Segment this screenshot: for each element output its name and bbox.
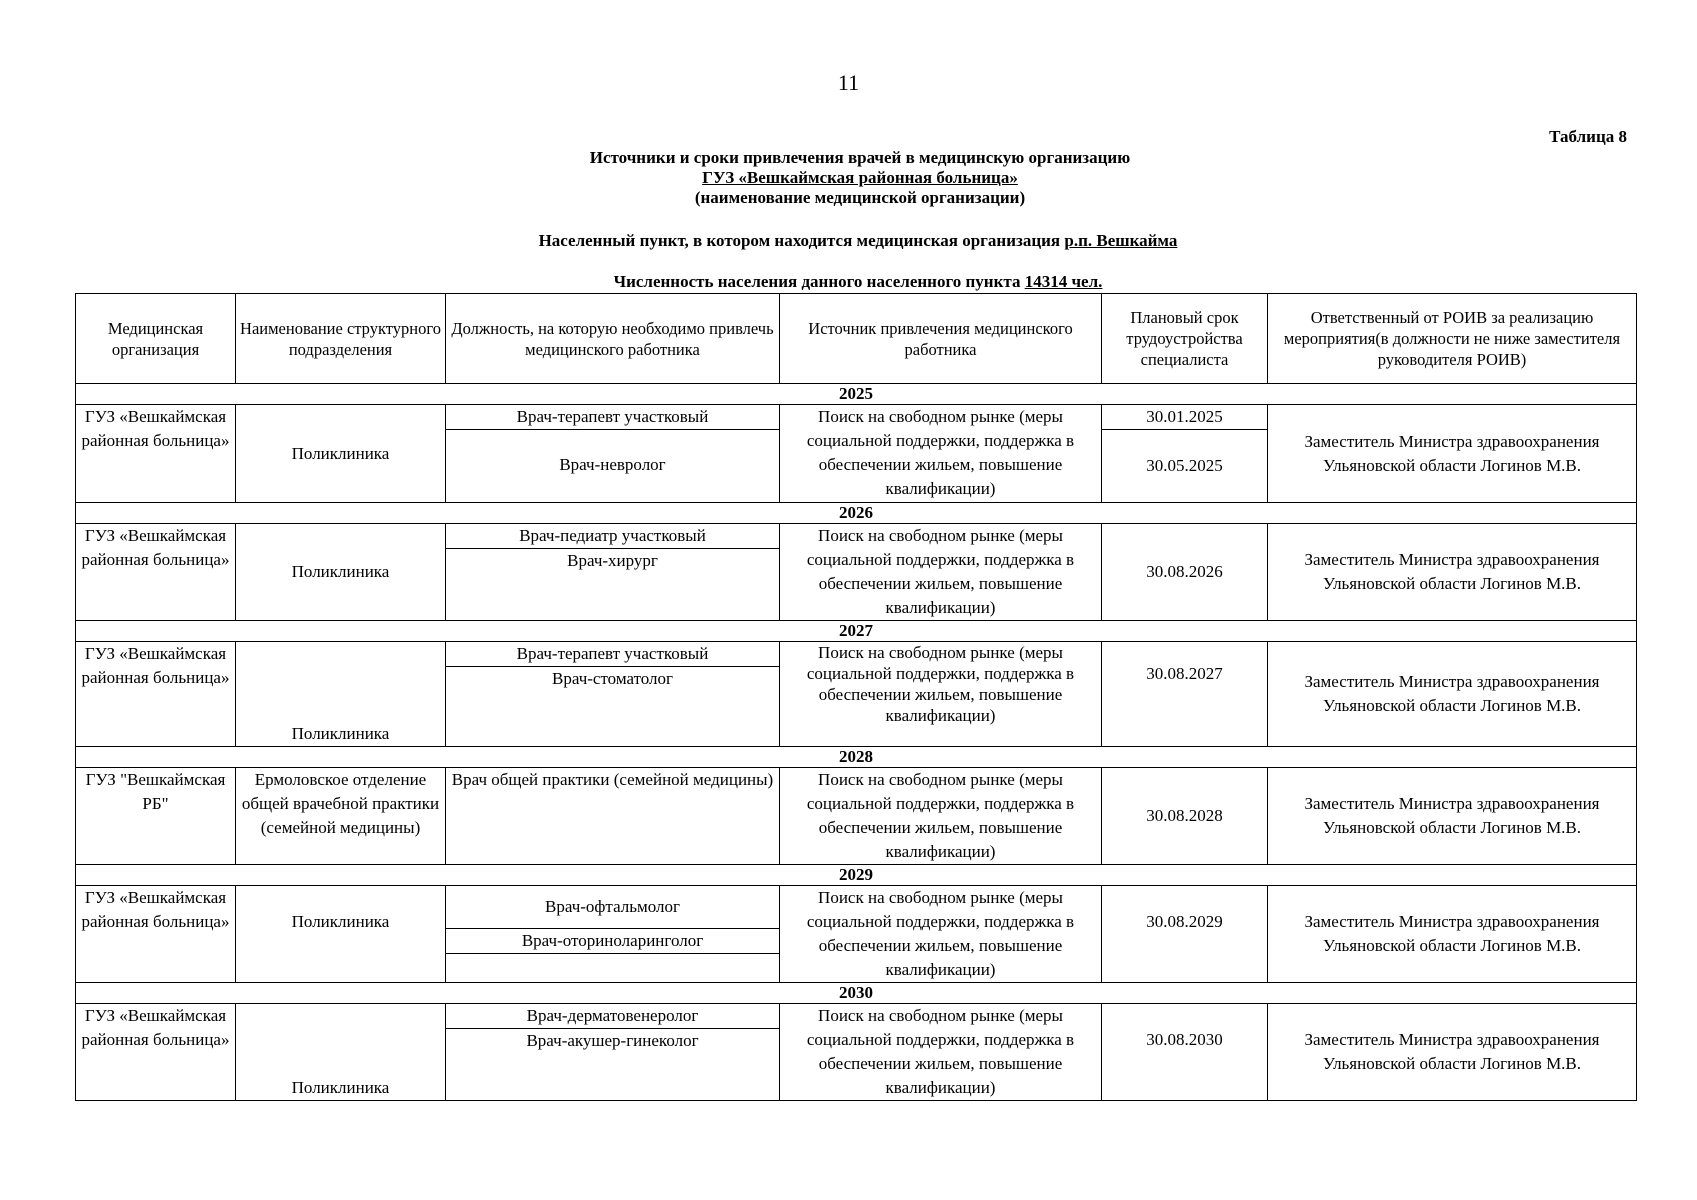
org-cell: ГУЗ «Вешкаймская районная больница» <box>76 886 236 983</box>
org-cell: ГУЗ «Вешкаймская районная больница» <box>76 405 236 503</box>
position-cell <box>446 524 780 621</box>
org-cell: ГУЗ «Вешкаймская районная больница» <box>76 642 236 747</box>
source-cell: Поиск на свободном рынке (меры социальной поддержки, поддержка в обеспечении жильем, повышение квалификации) <box>780 768 1102 865</box>
table-label: Таблица 8 <box>1549 127 1627 146</box>
responsible-cell: Заместитель Министра здравоохранения Ульяновской области Логинов М.В. <box>1268 768 1637 865</box>
date-item: 30.01.2025 <box>1102 405 1267 430</box>
unit-cell: Поликлиника <box>236 886 446 983</box>
table-row <box>76 405 1637 503</box>
position-item: Врач-терапевт участковый <box>446 642 779 667</box>
table-row <box>76 886 1637 983</box>
year-row <box>76 747 1637 768</box>
year-label: 2030 <box>76 983 1637 1004</box>
position-cell <box>446 405 780 503</box>
header-responsible: Ответственный от РОИВ за реализацию мероприятия(в должности не ниже заместителя руководителя РОИВ) <box>1268 294 1637 384</box>
date-cell: 30.08.2028 <box>1102 768 1268 865</box>
year-label: 2029 <box>76 865 1637 886</box>
position-item: Врач-акушер-гинеколог <box>526 1031 699 1050</box>
org-cell: ГУЗ «Вешкаймская районная больница» <box>76 524 236 621</box>
position-item: Врач-оториноларинголог <box>446 929 779 954</box>
responsible-cell: Заместитель Министра здравоохранения Ульяновской области Логинов М.В. <box>1268 886 1637 983</box>
settlement-value: р.п. Вешкайма <box>1064 231 1178 250</box>
unit-cell: Ермоловское отделение общей врачебной практики (семейной медицины) <box>236 768 446 865</box>
responsible-cell: Заместитель Министра здравоохранения Ульяновской области Логинов М.В. <box>1268 642 1637 747</box>
header-org: Медицинская организация <box>76 294 236 384</box>
position-item: Врач-терапевт участковый <box>446 405 779 430</box>
position-item: Врач-педиатр участковый <box>446 524 779 549</box>
year-label: 2027 <box>76 621 1637 642</box>
position-item: Врач-стоматолог <box>551 669 674 688</box>
unit-cell: Поликлиника <box>236 1004 446 1101</box>
date-cell: 30.08.2027 <box>1102 642 1268 747</box>
responsible-cell: Заместитель Министра здравоохранения Ульяновской области Логинов М.В. <box>1268 405 1637 503</box>
position-item: Врач-дерматовенеролог <box>446 1004 779 1029</box>
year-label: 2028 <box>76 747 1637 768</box>
header-date: Плановый срок трудоустройства специалиста <box>1102 294 1268 384</box>
settlement-line <box>0 231 1697 251</box>
population-value: 14314 чел. <box>1024 272 1103 291</box>
page-number: 11 <box>837 70 860 95</box>
header-unit: Наименование структурного подразделения <box>236 294 446 384</box>
unit-cell: Поликлиника <box>236 642 446 747</box>
year-row <box>76 384 1637 405</box>
year-row <box>76 621 1637 642</box>
responsible-cell: Заместитель Министра здравоохранения Ульяновской области Логинов М.В. <box>1268 524 1637 621</box>
year-row <box>76 503 1637 524</box>
recruitment-table <box>75 293 1637 1101</box>
organization-name: ГУЗ «Вешкаймская районная больница» <box>702 168 1018 187</box>
date-cell <box>1102 405 1268 503</box>
source-cell: Поиск на свободном рынке (меры социальной поддержки, поддержка в обеспечении жильем, повышение квалификации) <box>780 405 1102 503</box>
source-cell: Поиск на свободном рынке (меры социальной поддержки, поддержка в обеспечении жильем, повышение квалификации) <box>780 524 1102 621</box>
source-cell: Поиск на свободном рынке (меры социальной поддержки, поддержка в обеспечении жильем, повышение квалификации) <box>780 1004 1102 1101</box>
population-label: Численность населения данного населенного пункта <box>613 272 1021 291</box>
org-cell: ГУЗ "Вешкаймская РБ" <box>76 768 236 865</box>
position-cell <box>446 886 780 983</box>
responsible-cell: Заместитель Министра здравоохранения Ульяновской области Логинов М.В. <box>1268 1004 1637 1101</box>
population-line <box>0 272 1697 292</box>
position-empty <box>446 954 779 978</box>
year-row <box>76 983 1637 1004</box>
date-cell: 30.08.2030 <box>1102 1004 1268 1101</box>
source-cell: Поиск на свободном рынке (меры социальной поддержки, поддержка в обеспечении жильем, повышение квалификации) <box>780 886 1102 983</box>
settlement-label: Населенный пункт, в котором находится медицинская организация <box>538 231 1061 250</box>
table-row <box>76 1004 1637 1101</box>
year-label: 2025 <box>76 384 1637 405</box>
organization-name-caption: (наименование медицинской организации) <box>694 188 1026 207</box>
document-title: Источники и сроки привлечения врачей в медицинскую организацию <box>589 148 1131 167</box>
position-cell <box>446 642 780 747</box>
header-position: Должность, на которую необходимо привлечь медицинского работника <box>446 294 780 384</box>
year-label: 2026 <box>76 503 1637 524</box>
table-header-row <box>76 294 1637 384</box>
position-cell <box>446 1004 780 1101</box>
header-source: Источник привлечения медицинского работника <box>780 294 1102 384</box>
position-item: Врач-офтальмолог <box>446 886 779 929</box>
date-item: 30.05.2025 <box>1146 456 1223 475</box>
position-cell: Врач общей практики (семейной медицины) <box>446 768 780 865</box>
position-item: Врач-хирург <box>567 551 658 570</box>
position-item: Врач-невролог <box>559 455 666 474</box>
unit-cell: Поликлиника <box>236 524 446 621</box>
year-row <box>76 865 1637 886</box>
date-cell: 30.08.2026 <box>1102 524 1268 621</box>
date-cell: 30.08.2029 <box>1102 886 1268 983</box>
table-row <box>76 524 1637 621</box>
table-row <box>76 642 1637 747</box>
document-title-block <box>540 148 1180 208</box>
source-cell: Поиск на свободном рынке (меры социальной поддержки, поддержка в обеспечении жильем, повышение квалификации) <box>780 642 1102 747</box>
table-row <box>76 768 1637 865</box>
unit-cell: Поликлиника <box>236 405 446 503</box>
org-cell: ГУЗ «Вешкаймская районная больница» <box>76 1004 236 1101</box>
